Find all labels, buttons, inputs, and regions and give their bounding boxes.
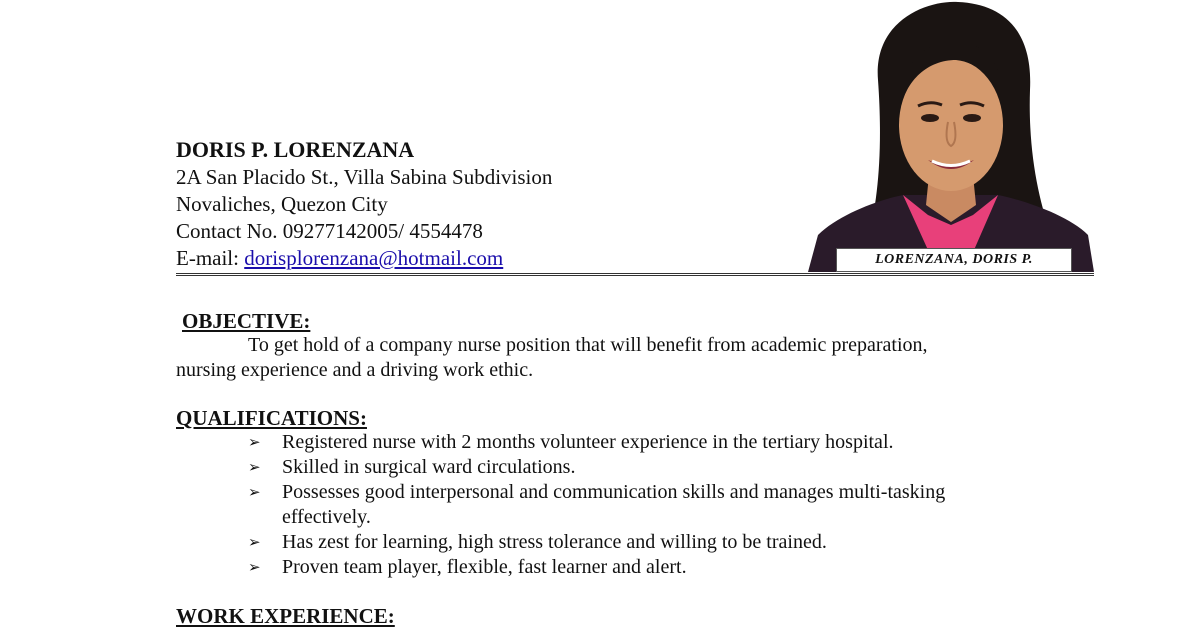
objective-text-line-1: To get hold of a company nurse position that will benefit from academic preparation,: [248, 334, 928, 356]
applicant-photo: [808, 0, 1094, 272]
applicant-name: DORIS P. LORENZANA: [176, 137, 415, 162]
arrow-bullet-icon: ➢: [248, 558, 261, 576]
qualifications-list: [246, 430, 1026, 580]
email-line: [176, 245, 552, 272]
qualification-text: Has zest for learning, high stress tolerance and willing to be trained.: [282, 531, 827, 553]
qualification-text: Proven team player, flexible, fast learner and alert.: [282, 556, 687, 578]
work-experience-title: WORK EXPERIENCE:: [176, 604, 395, 628]
resume-header: [176, 136, 552, 272]
arrow-bullet-icon: ➢: [248, 533, 261, 551]
objective-text-line-2: nursing experience and a driving work ethic.: [176, 359, 534, 381]
arrow-bullet-icon: ➢: [248, 458, 261, 476]
qualification-text: Registered nurse with 2 months volunteer experience in the tertiary hospital.: [282, 431, 894, 453]
list-item: [246, 480, 1026, 530]
contact-number: Contact No. 09277142005/ 4554478: [176, 219, 483, 243]
list-item: [246, 530, 1026, 555]
address-line-1: 2A San Placido St., Villa Sabina Subdivision: [176, 165, 553, 189]
email-link[interactable]: dorisplorenzana@hotmail.com: [244, 246, 504, 270]
arrow-bullet-icon: ➢: [248, 483, 261, 501]
objective-title: OBJECTIVE:: [182, 309, 311, 333]
email-label: E-mail:: [176, 246, 245, 270]
list-item: [246, 555, 1026, 580]
header-divider: [176, 273, 1094, 276]
qualifications-title: QUALIFICATIONS:: [176, 406, 367, 430]
qualification-text: Possesses good interpersonal and communication skills and manages multi-tasking effectively.: [282, 481, 946, 528]
arrow-bullet-icon: ➢: [248, 433, 261, 451]
list-item: [246, 455, 1026, 480]
qualification-text: Skilled in surgical ward circulations.: [282, 456, 576, 478]
list-item: [246, 430, 1026, 455]
photo-caption: LORENZANA, DORIS P.: [836, 248, 1072, 272]
address-line-2: Novaliches, Quezon City: [176, 192, 388, 216]
